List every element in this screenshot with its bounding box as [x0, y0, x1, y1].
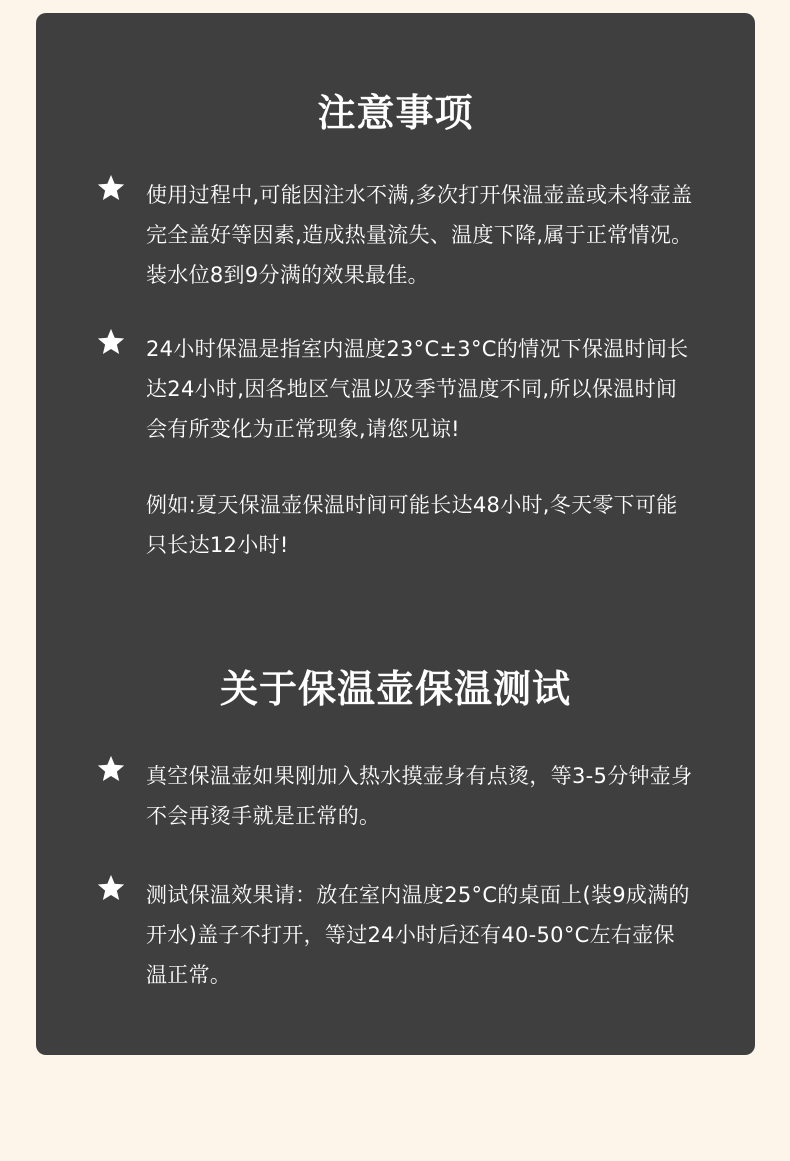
test-item: [96, 756, 696, 836]
star-icon: [96, 754, 126, 784]
notice-example: 例如:夏天保温壶保温时间可能长达48小时,冬天零下可能只长达12小时!: [146, 493, 678, 557]
test-text: [146, 756, 696, 836]
notice-card: [36, 13, 755, 1055]
notice-title: 注意事项: [317, 91, 474, 135]
notice-item: [96, 175, 696, 295]
notice-paragraph: 使用过程中,可能因注水不满,多次打开保温壶盖或未将壶盖完全盖好等因素,造成热量流失、温度下降,属于正常情况。装水位8到9分满的效果最佳。: [146, 183, 693, 287]
notice-paragraph: 24小时保温是指室内温度23°C±3°C的情况下保温时间长达24小时,因各地区气温以及季节温度不同,所以保温时间会有所变化为正常现象,请您见谅!: [146, 337, 689, 441]
star-icon: [96, 873, 126, 903]
test-item: [96, 875, 696, 995]
notice-text: [146, 329, 696, 565]
test-title: 关于保温壶保温测试: [219, 667, 571, 711]
star-icon: [96, 327, 126, 357]
test-text: [146, 875, 696, 995]
test-paragraph: 真空保温壶如果刚加入热水摸壶身有点烫，等3-5分钟壶身不会再烫手就是正常的。: [146, 764, 693, 828]
star-icon: [96, 173, 126, 203]
test-paragraph: 测试保温效果请：放在室内温度25°C的桌面上(装9成满的开水)盖子不打开，等过24小时后还有40-50°C左右壶保温正常。: [146, 883, 690, 987]
notice-item: [96, 329, 696, 565]
notice-text: [146, 175, 696, 295]
